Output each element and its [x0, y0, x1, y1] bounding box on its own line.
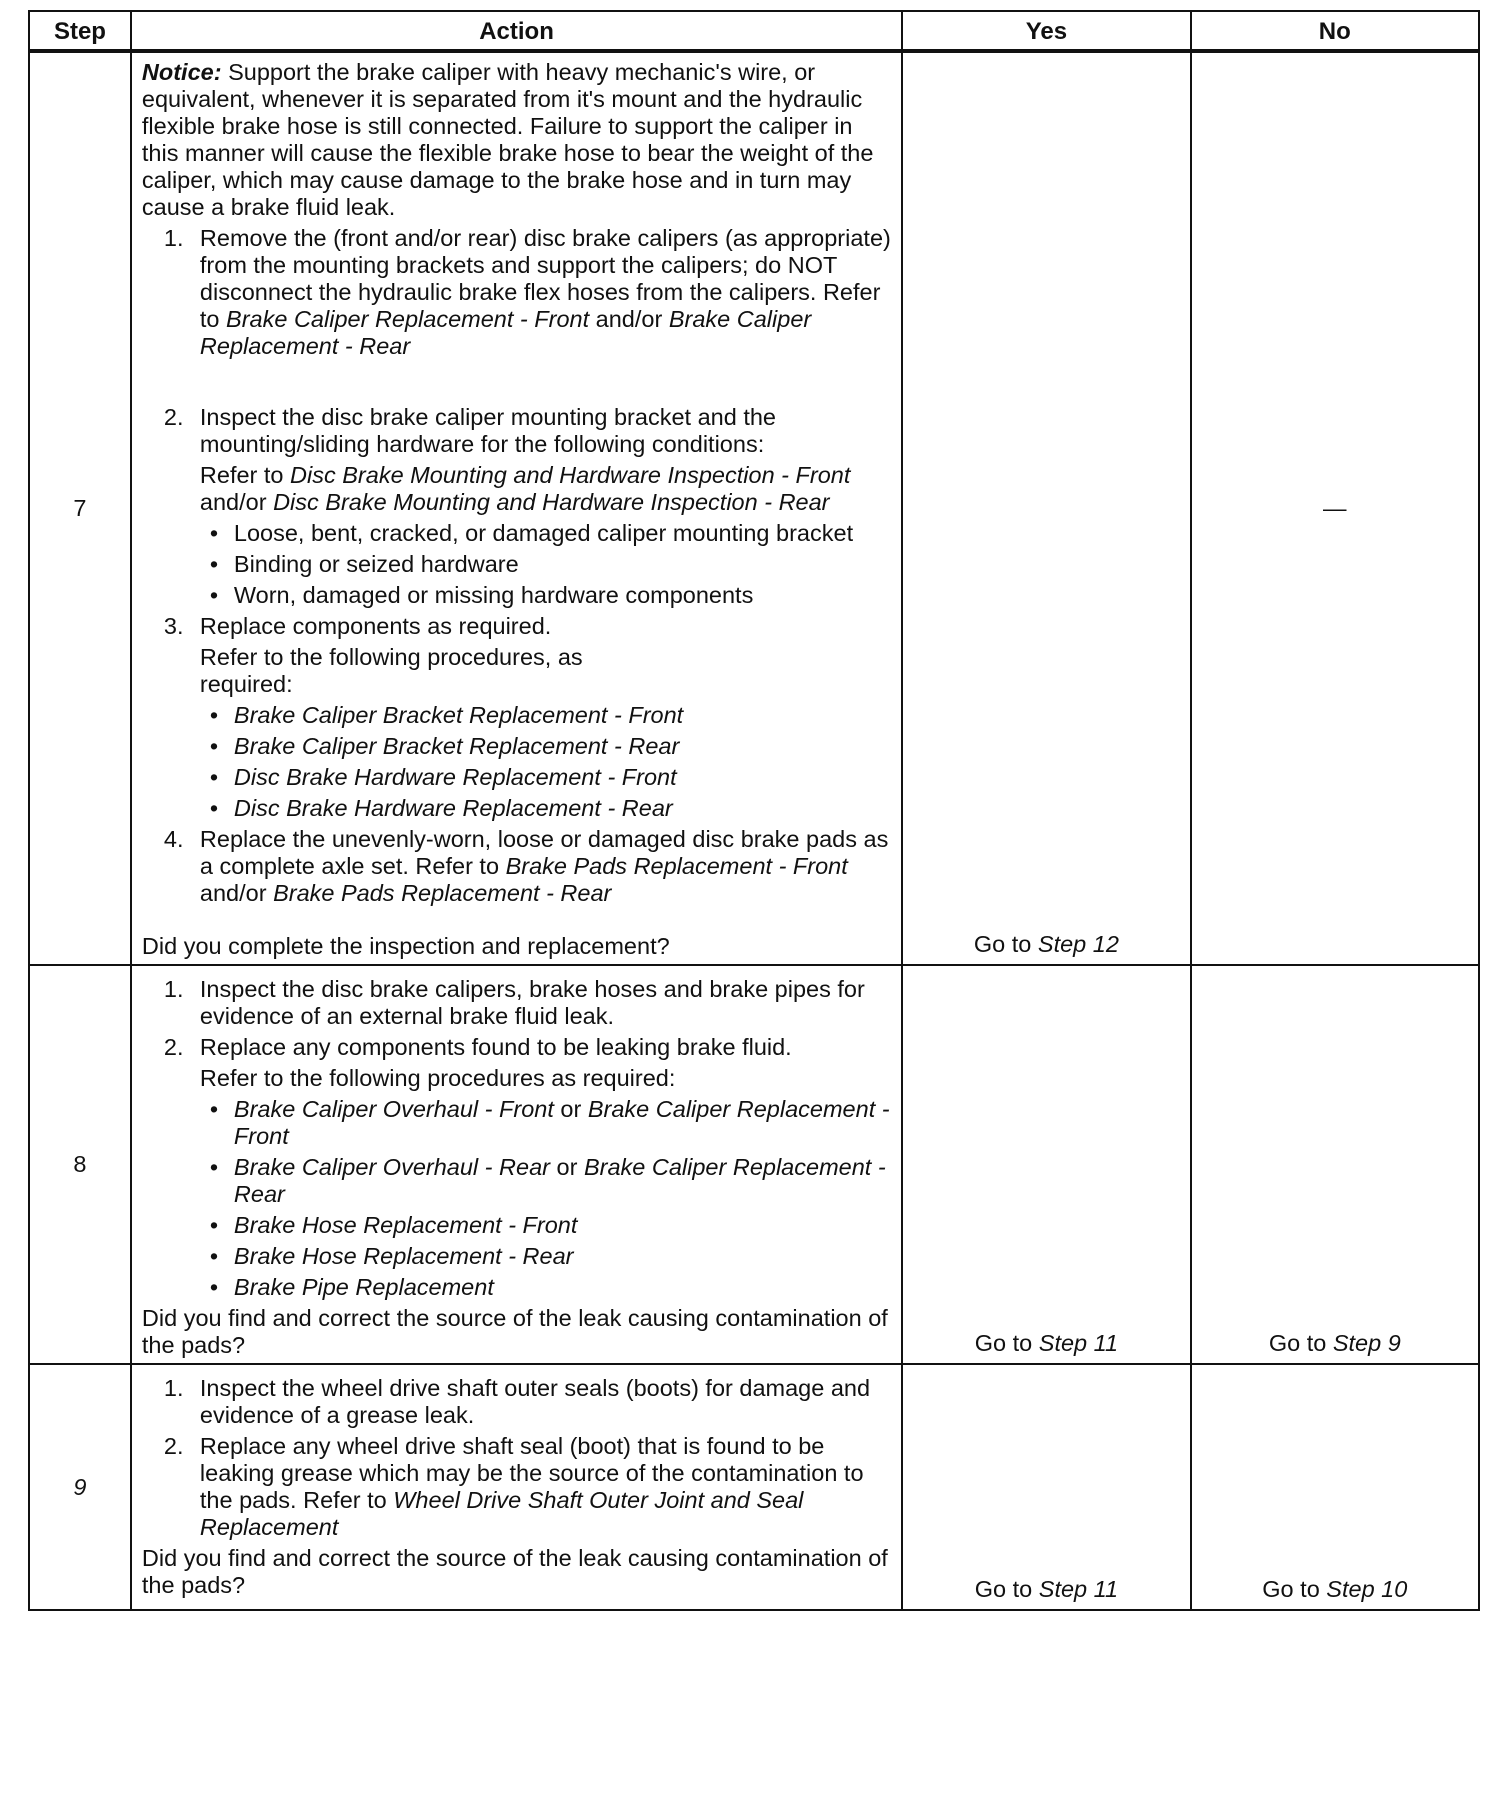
procedure-list — [200, 1096, 891, 1301]
step-link: Step 12 — [1037, 931, 1119, 957]
step-number: 7 — [29, 52, 131, 966]
no-cell: — — [1191, 52, 1479, 966]
step-8-row — [29, 965, 1479, 1364]
header-yes: Yes — [902, 11, 1190, 52]
list-item: 1. Inspect the disc brake calipers, brake hoses and brake pipes for evidence of an external brake fluid leak. — [163, 976, 865, 1029]
bullet-item: • Loose, bent, cracked, or damaged caliper mounting bracket — [209, 520, 854, 546]
bullet-item: • Brake Caliper Bracket Replacement - Rear — [209, 733, 680, 759]
step-link: Step 11 — [1038, 1576, 1119, 1602]
list-item: 1. Inspect the wheel drive shaft outer seals (boots) for damage and evidence of a grease leak. — [163, 1375, 871, 1428]
list-item: 2. Replace any components found to be leaking brake fluid. Refer to the following procedures as required: • Brake Caliper Overhaul - Front or Brake Caliper Replacement - Front • Brake Caliper Overhaul - Rear or Brake Caliper Replacement - Rear • Brake Hose Replacement - Front • Brake Hose Replacement - Rear • Brake Pipe Replacement — [163, 1034, 890, 1300]
bullet-item: • Brake Hose Replacement - Front — [209, 1212, 578, 1238]
notice-text: Support the brake caliper with heavy mechanic's wire, or equivalent, whenever it is separated from it's mount and the hydraulic flexible brake hose is still connected. Failure to support the caliper in this manner will cause the flexible brake hose to bear the weight of the caliper, which may cause damage to the brake hose and in turn may cause a brake fluid leak. — [141, 59, 874, 220]
bullet-item: • Worn, damaged or missing hardware components — [209, 582, 754, 608]
yes-cell: Go to Step 12 — [902, 52, 1190, 966]
procedure-reference: Brake Caliper Replacement - Rear — [199, 306, 812, 359]
bullet-item: • Disc Brake Hardware Replacement - Rear — [209, 795, 673, 821]
diagnostic-table — [28, 10, 1480, 1611]
list-item: 4. Replace the unevenly-worn, loose or damaged disc brake pads as a complete axle set. Refer to Brake Pads Replacement - Front and/or Brake Pads Replacement - Rear — [163, 826, 889, 906]
yes-cell: Go to Step 11 — [902, 1364, 1190, 1610]
list-item: 1. Remove the (front and/or rear) disc brake calipers (as appropriate) from the mounting brackets and support the calipers; do NOT disconnect the hydraulic brake flex hoses from the calipers. Refer to Brake Caliper Replacement - Front and/or Brake Caliper Replacement - Rear — [163, 225, 891, 359]
action-cell — [131, 965, 902, 1364]
action-cell — [131, 1364, 902, 1610]
question: Did you complete the inspection and replacement? — [141, 933, 670, 959]
no-cell: Go to Step 9 — [1191, 965, 1479, 1364]
list-item: 3. Replace components as required. Refer to the following procedures, as required: • Brake Caliper Bracket Replacement - Front • Brake Caliper Bracket Replacement - Rear • Disc Brake Hardware Replacement - Front • Disc Brake Hardware Replacement - Rear — [142, 613, 891, 822]
procedure-reference: Disc Brake Mounting and Hardware Inspection - Front — [290, 462, 851, 488]
bullet-item: • Brake Pipe Replacement — [209, 1274, 494, 1300]
procedure-list — [200, 702, 891, 822]
procedure-reference: Brake Caliper Replacement - Front — [226, 306, 590, 332]
no-cell: Go to Step 10 — [1191, 1364, 1479, 1610]
list-item: 2. Replace any wheel drive shaft seal (boot) that is found to be leaking grease which may be the source of the contamination to the pads. Refer to Wheel Drive Shaft Outer Joint and Seal Replacement — [163, 1433, 864, 1540]
procedure-reference: Brake Pads Replacement - Rear — [273, 880, 612, 906]
step-7-row — [29, 52, 1479, 966]
step-link: Step 9 — [1332, 1330, 1401, 1356]
page — [28, 10, 1480, 1611]
step-link: Step 11 — [1038, 1330, 1119, 1356]
step-number: 9 — [29, 1364, 131, 1610]
notice-label: Notice: — [141, 59, 222, 85]
notice — [142, 59, 891, 221]
step-link: Step 10 — [1326, 1576, 1408, 1602]
condition-list — [200, 520, 891, 609]
step-list — [142, 225, 891, 907]
step-9-row — [29, 1364, 1479, 1610]
procedure-reference: Wheel Drive Shaft Outer Joint and Seal Replacement — [199, 1487, 804, 1540]
bullet-item: • Binding or seized hardware — [209, 551, 519, 577]
question: Did you find and correct the source of the leak causing contamination of the pads? — [141, 1305, 888, 1358]
bullet-item: • Brake Caliper Overhaul - Front or Brake Caliper Replacement - Front — [209, 1096, 890, 1149]
step-list — [142, 1375, 891, 1541]
header-no: No — [1191, 11, 1479, 52]
list-item: 2. Inspect the disc brake caliper mounting bracket and the mounting/sliding hardware for the following conditions: Refer to Disc Brake Mounting and Hardware Inspection - Front and/or Disc Brake Mounting and Hardware Inspection - Rear • Loose, bent, cracked, or damaged caliper mounting bracket • Binding or seized hardware • Worn, damaged or missing hardware components — [142, 404, 891, 609]
step-number: 8 — [29, 965, 131, 1364]
question: Did you find and correct the source of the leak causing contamination of the pads? — [141, 1545, 888, 1598]
action-cell — [131, 52, 902, 966]
header-action: Action — [131, 11, 902, 52]
procedure-reference: Brake Pads Replacement - Front — [505, 853, 848, 879]
bullet-item: • Disc Brake Hardware Replacement - Front — [209, 764, 677, 790]
bullet-item: • Brake Caliper Bracket Replacement - Front — [209, 702, 684, 728]
bullet-item: • Brake Hose Replacement - Rear — [209, 1243, 574, 1269]
header-row — [29, 11, 1479, 52]
procedure-reference: Disc Brake Mounting and Hardware Inspection - Rear — [273, 489, 830, 515]
step-list — [142, 976, 891, 1301]
yes-cell: Go to Step 11 — [902, 965, 1190, 1364]
bullet-item: • Brake Caliper Overhaul - Rear or Brake Caliper Replacement - Rear — [209, 1154, 886, 1207]
header-step: Step — [29, 11, 131, 52]
